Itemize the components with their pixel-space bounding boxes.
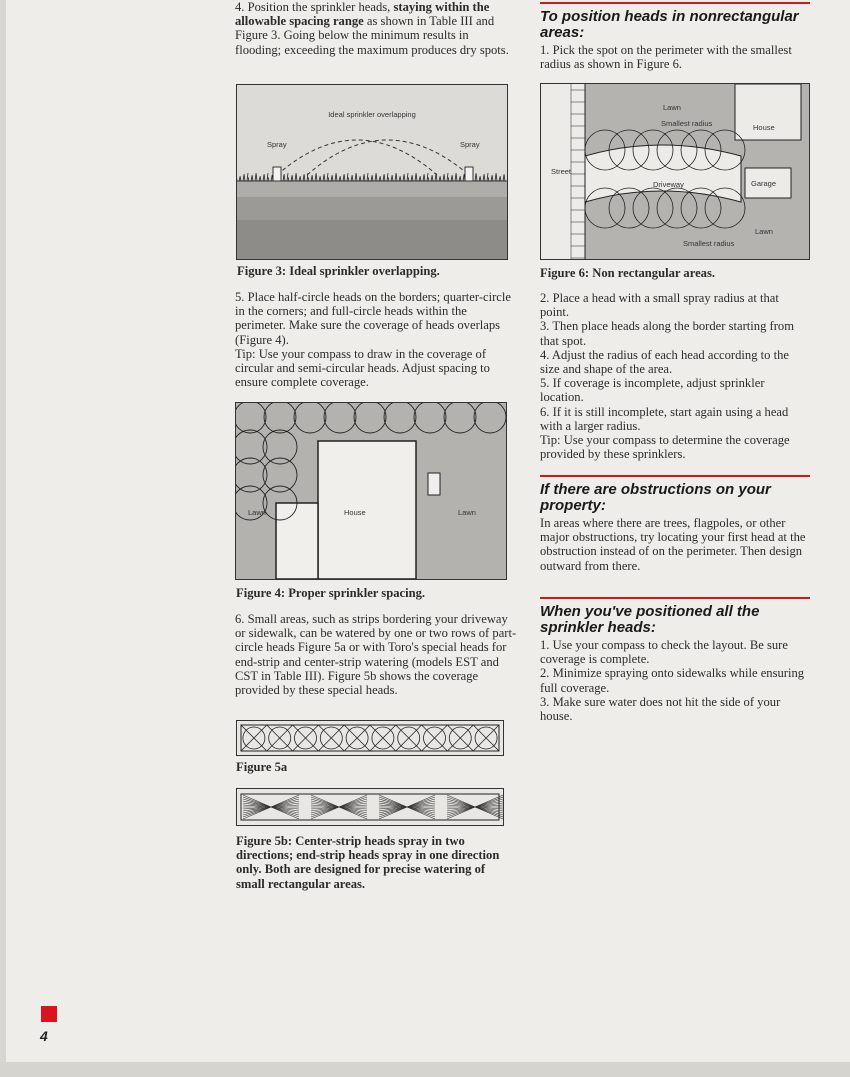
step-4-intro: 4. Position the sprinkler heads, bbox=[235, 0, 394, 14]
figure-5b-illustration bbox=[236, 788, 504, 826]
section-rule-2 bbox=[540, 475, 810, 477]
positioned-step-1: 1. Use your compass to check the layout. Be sure coverage is complete. bbox=[540, 638, 788, 667]
figure-6-driveway-label: Driveway bbox=[653, 180, 684, 189]
step-6-paragraph bbox=[235, 612, 517, 697]
step-4-bold: staying within the allowable spacing range bbox=[235, 0, 490, 29]
section-rule-1 bbox=[540, 2, 810, 4]
figure-6-garage-label: Garage bbox=[751, 179, 777, 188]
page-bottom-edge bbox=[0, 1062, 850, 1077]
heading-positioned: When you've positioned all the sprinkler heads: bbox=[540, 603, 760, 636]
figure-5a-illustration bbox=[236, 720, 504, 756]
nonrect-step-4: 4. Adjust the radius of each head according to the size and shape of the area. bbox=[540, 347, 789, 377]
step-5-paragraph bbox=[235, 290, 517, 389]
figure-6-smallest-radius-top-label: Smallest radius bbox=[661, 119, 713, 128]
figure-6-street-label: Street bbox=[551, 167, 572, 176]
figure-6-lawn-bottom-label: Lawn bbox=[755, 227, 773, 236]
figure-3-caption: Figure 3: Ideal sprinkler overlapping. bbox=[237, 264, 440, 278]
figure-6-smallest-radius-bottom-label: Smallest radius bbox=[683, 239, 735, 248]
nonrect-step-3: 3. Then place heads along the border starting from that spot. bbox=[540, 319, 795, 348]
page-marker-square bbox=[41, 1006, 57, 1022]
nonrect-step-5: 5. If coverage is incomplete, adjust sprinkler location. bbox=[540, 376, 765, 405]
figure-3-spray-right-label: Spray bbox=[460, 140, 480, 149]
figure-3-illustration bbox=[236, 84, 508, 260]
figure-4-lawn-left-label: Lawn bbox=[248, 508, 266, 517]
figure-5b-caption: Figure 5b: Center-strip heads spray in two directions; end-strip heads spray in one direction only. Both are designed for precise watering of small rectangular areas. bbox=[236, 834, 500, 891]
section-rule-3 bbox=[540, 597, 810, 599]
step-5-tip: Tip: Use your compass to draw in the coverage of circular and semi-circular heads. Adjust spacing to ensure complete coverage. bbox=[235, 346, 490, 390]
positioned-steps bbox=[540, 638, 810, 723]
positioned-step-2: 2. Minimize spraying onto sidewalks while ensuring full coverage. bbox=[540, 666, 805, 695]
figure-6-caption: Figure 6: Non rectangular areas. bbox=[540, 266, 716, 280]
page-number: 4 bbox=[40, 1028, 48, 1044]
heading-obstructions: If there are obstructions on your property: bbox=[540, 481, 771, 514]
page-gutter bbox=[0, 0, 6, 1077]
step-4-rest: as shown in Table III and Figure 3. Going below the minimum results in flooding; exceeding the maximum produces dry spots. bbox=[235, 14, 509, 57]
step-4-paragraph bbox=[235, 0, 517, 57]
figure-4-house-label: House bbox=[344, 508, 366, 517]
figure-4-illustration bbox=[235, 402, 507, 580]
obstructions-text: In areas where there are trees, flagpoles, or other major obstructions, try locating your first head at the obstruction instead of on the perimeter. Then design outward from there. bbox=[540, 516, 806, 573]
figure-4-lawn-right-label: Lawn bbox=[458, 508, 476, 517]
step-5-text: 5. Place half-circle heads on the borders; quarter-circle in the corners; and full-circle heads within the perimeter. Make sure the coverage of heads overlaps (Figure 4). bbox=[235, 290, 511, 347]
positioned-step-3: 3. Make sure water does not hit the side of your house. bbox=[540, 694, 781, 724]
nonrect-steps bbox=[540, 291, 810, 461]
figure-6-illustration bbox=[540, 83, 810, 260]
step-6-text: 6. Small areas, such as strips bordering your driveway or sidewalk, can be watered by one or two rows of part-circle heads Figure 5a or with Toro's special heads for end-strip and center-strip watering (models EST and CST in Table III). Figure 5b shows the coverage provided by these special heads. bbox=[235, 612, 517, 698]
obstructions-paragraph bbox=[540, 516, 810, 573]
figure-4-caption: Figure 4: Proper sprinkler spacing. bbox=[236, 586, 426, 600]
figure-5a-caption: Figure 5a bbox=[236, 760, 288, 774]
heading-nonrectangular: To position heads in nonrectangular areas: bbox=[540, 8, 799, 41]
nonrect-step-2: 2. Place a head with a small spray radius at that point. bbox=[540, 291, 779, 320]
nonrect-step-1 bbox=[540, 43, 810, 71]
figure-6-house-label: House bbox=[753, 123, 775, 132]
figure-6-lawn-top-label: Lawn bbox=[663, 103, 681, 112]
nonrect-tip: Tip: Use your compass to determine the coverage provided by these sprinklers. bbox=[540, 433, 790, 462]
nonrect-step-6: 6. If it is still incomplete, start again using a head with a larger radius. bbox=[540, 404, 789, 433]
figure-3-title: Ideal sprinkler overlapping bbox=[328, 110, 416, 119]
nonrect-step-1-text: 1. Pick the spot on the perimeter with the smallest radius as shown in Figure 6. bbox=[540, 43, 792, 72]
figure-3-spray-left-label: Spray bbox=[267, 140, 287, 149]
